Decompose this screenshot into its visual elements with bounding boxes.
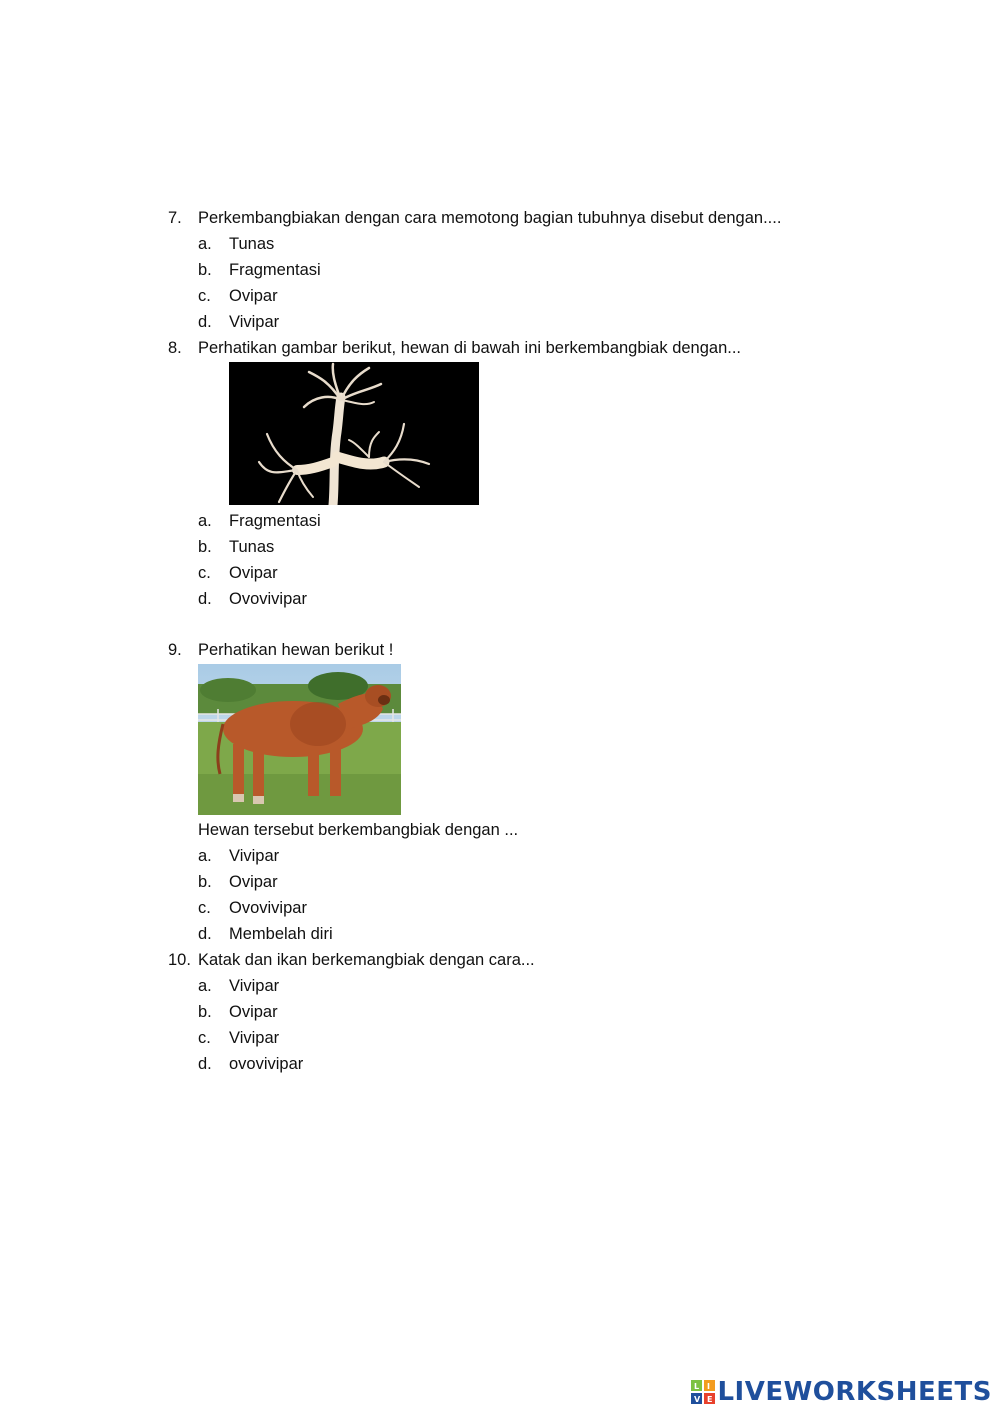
- q10-option-d[interactable]: ovovivipar: [229, 1055, 304, 1073]
- q10-option-a[interactable]: Vivipar: [229, 977, 280, 995]
- logo-text: LIVEWORKSHEETS: [717, 1377, 992, 1407]
- question-10-number: 10.: [168, 951, 191, 969]
- question-9-text: Perhatikan hewan berikut !: [198, 641, 394, 659]
- q7-option-d-letter: d.: [198, 313, 212, 331]
- q10-option-d-letter: d.: [198, 1055, 212, 1073]
- svg-text:I: I: [707, 1382, 711, 1391]
- q8-option-c-letter: c.: [198, 564, 211, 582]
- q7-option-c-letter: c.: [198, 287, 211, 305]
- q7-option-b-letter: b.: [198, 261, 212, 279]
- q8-option-d-letter: d.: [198, 590, 212, 608]
- q7-option-c[interactable]: Ovipar: [229, 287, 278, 305]
- q7-option-a-letter: a.: [198, 235, 212, 253]
- cow-image: [198, 664, 401, 815]
- svg-text:L: L: [694, 1382, 700, 1391]
- q8-option-d[interactable]: Ovovivipar: [229, 590, 307, 608]
- q10-option-c-letter: c.: [198, 1029, 211, 1047]
- hydra-budding-image: [229, 362, 479, 505]
- q9-option-b-letter: b.: [198, 873, 212, 891]
- q8-option-c[interactable]: Ovipar: [229, 564, 278, 582]
- q7-option-b[interactable]: Fragmentasi: [229, 261, 321, 279]
- question-7-number: 7.: [168, 209, 182, 227]
- question-8-number: 8.: [168, 339, 182, 357]
- cow-illustration: [198, 664, 401, 815]
- q7-option-d[interactable]: Vivipar: [229, 313, 280, 331]
- q9-option-c[interactable]: Ovovivipar: [229, 899, 307, 917]
- q9-option-d-letter: d.: [198, 925, 212, 943]
- question-7-text: Perkembangbiakan dengan cara memotong bagian tubuhnya disebut dengan....: [198, 209, 782, 227]
- q8-option-b[interactable]: Tunas: [229, 538, 275, 556]
- q8-option-a-letter: a.: [198, 512, 212, 530]
- question-9-number: 9.: [168, 641, 182, 659]
- q9-option-c-letter: c.: [198, 899, 211, 917]
- q9-option-a[interactable]: Vivipar: [229, 847, 280, 865]
- q8-option-a[interactable]: Fragmentasi: [229, 512, 321, 530]
- svg-text:E: E: [707, 1395, 713, 1404]
- svg-text:V: V: [694, 1395, 701, 1404]
- q8-option-b-letter: b.: [198, 538, 212, 556]
- hydra-illustration: [229, 362, 479, 505]
- q9-option-d[interactable]: Membelah diri: [229, 925, 333, 943]
- question-9-followup: Hewan tersebut berkembangbiak dengan ...: [198, 821, 519, 839]
- q7-option-a[interactable]: Tunas: [229, 235, 275, 253]
- liveworksheets-logo: [691, 1375, 992, 1409]
- liveworksheets-logo-icon: [691, 1380, 715, 1404]
- question-8-text: Perhatikan gambar berikut, hewan di bawah ini berkembangbiak dengan...: [198, 339, 742, 357]
- q10-option-c[interactable]: Vivipar: [229, 1029, 280, 1047]
- q10-option-b[interactable]: Ovipar: [229, 1003, 278, 1021]
- q10-option-a-letter: a.: [198, 977, 212, 995]
- q9-option-a-letter: a.: [198, 847, 212, 865]
- question-10-text: Katak dan ikan berkemangbiak dengan cara...: [198, 951, 535, 969]
- q9-option-b[interactable]: Ovipar: [229, 873, 278, 891]
- q10-option-b-letter: b.: [198, 1003, 212, 1021]
